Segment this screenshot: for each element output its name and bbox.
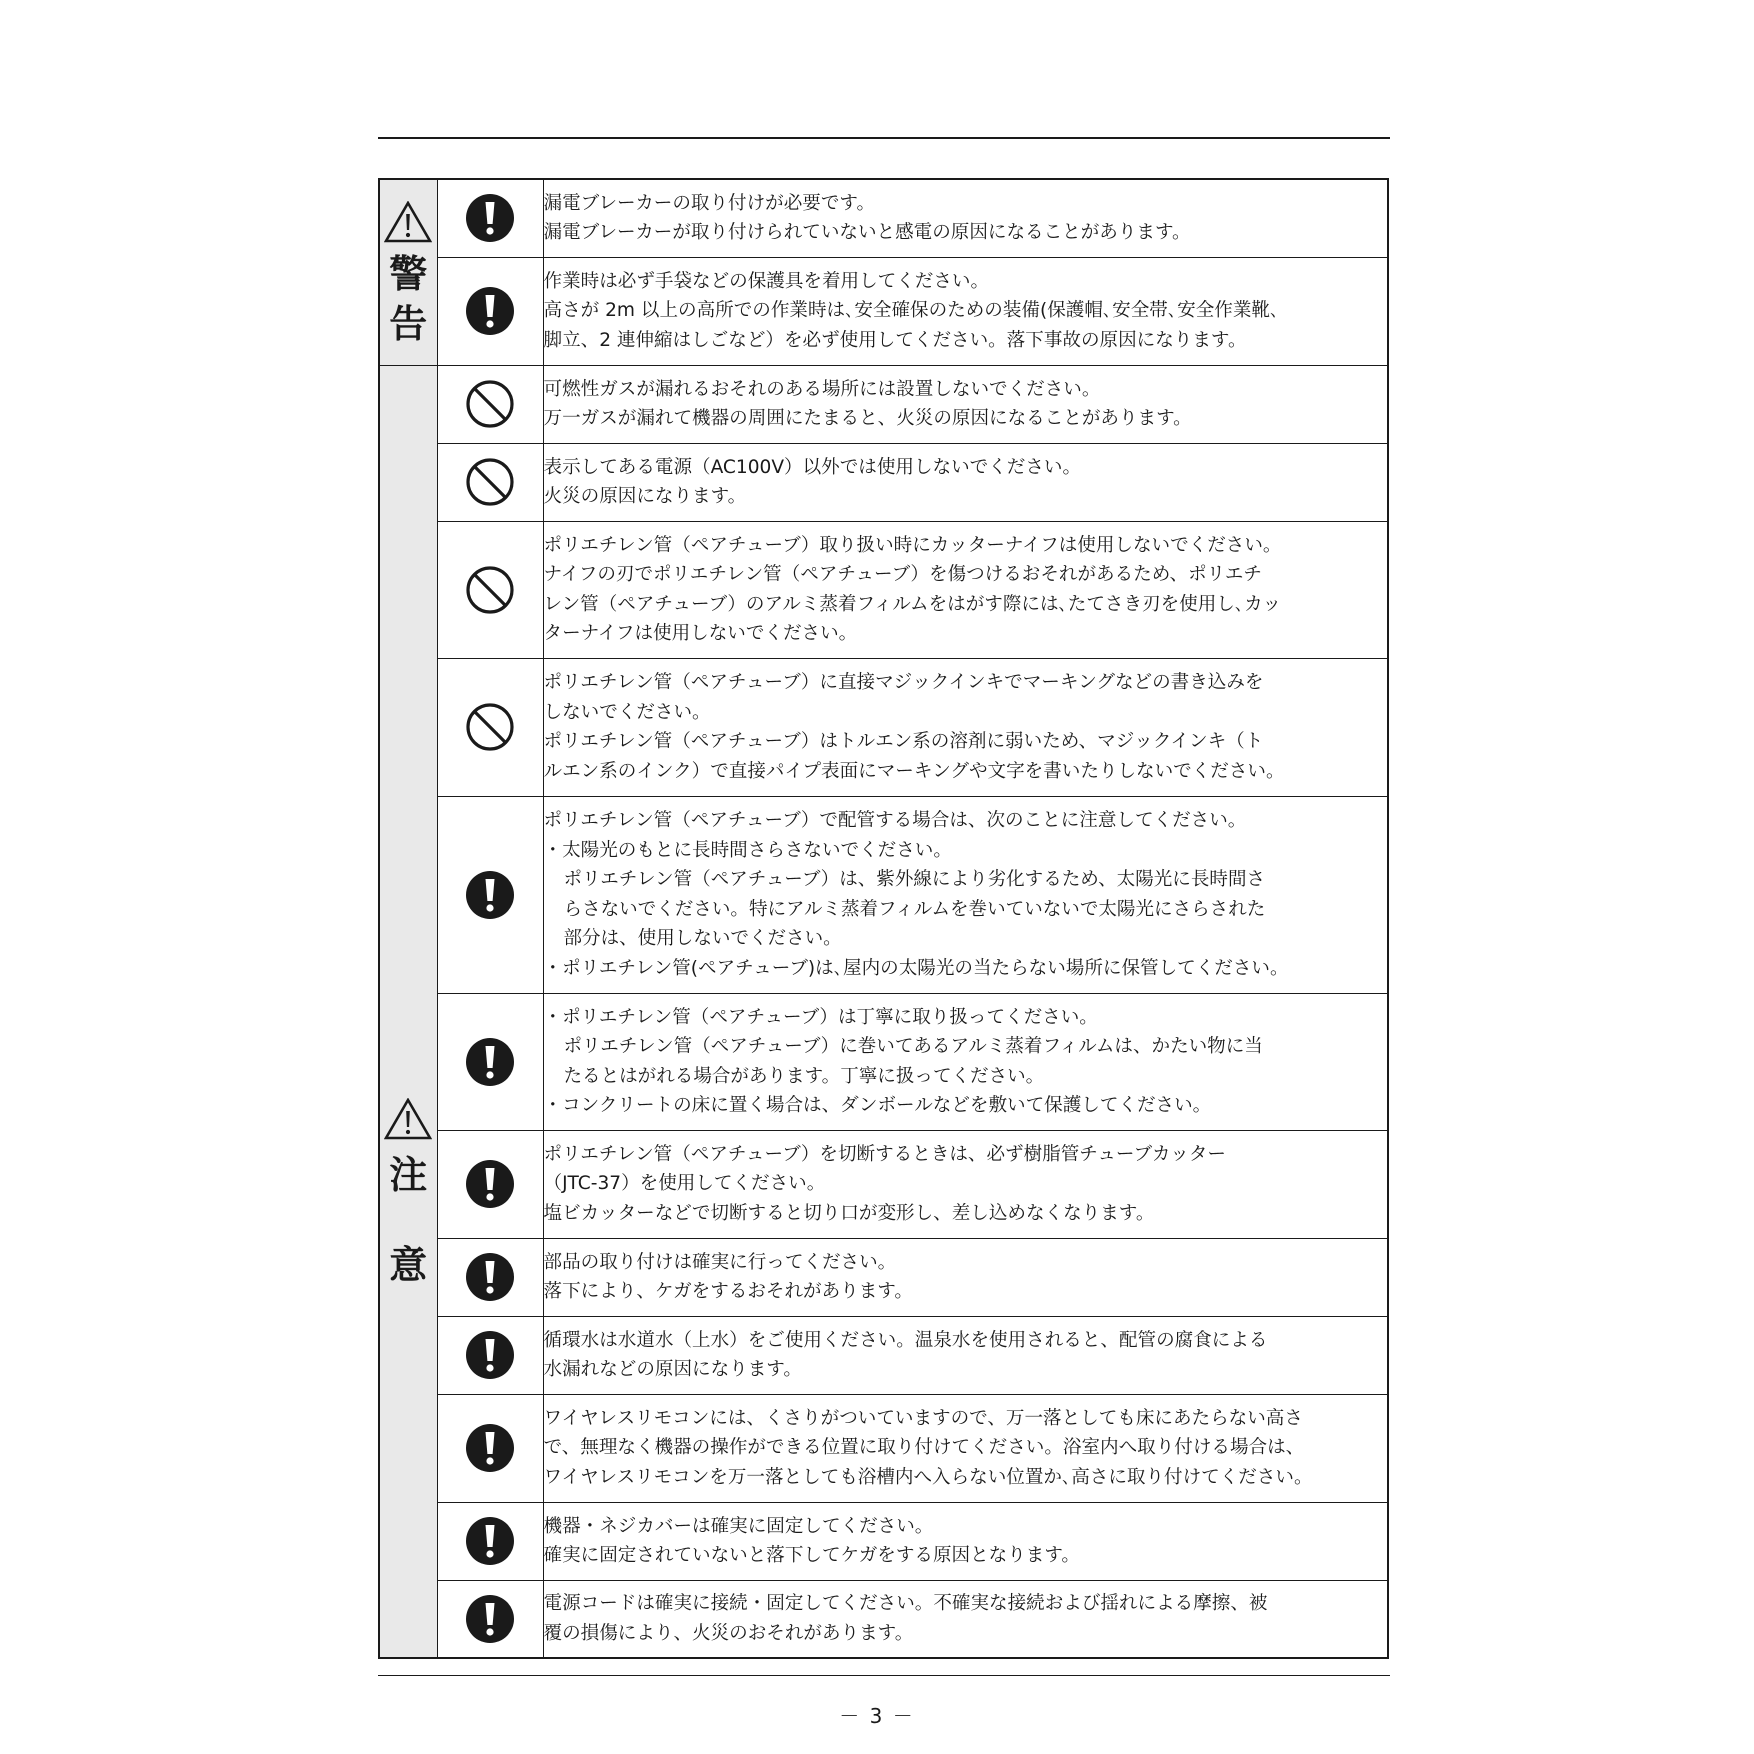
notice-line: 漏電ブレーカーが取り付けられていないと感電の原因になることがあります。 <box>543 222 1191 244</box>
notice-line: 部品の取り付けは確実に行ってください。 <box>543 1251 897 1273</box>
mandatory-exclamation-icon <box>465 1516 515 1566</box>
caution-row <box>379 1580 1388 1658</box>
notice-icon-cell <box>437 179 543 257</box>
notice-icon-cell <box>437 1316 543 1394</box>
page-number: － 3 － <box>839 1704 915 1728</box>
notice-text <box>543 365 1388 443</box>
notice-icon-cell <box>437 796 543 993</box>
notice-line: ポリエチレン管（ペアチューブ）に直接マジックインキでマーキングなどの書き込みを <box>543 672 1264 693</box>
notice-line: 可燃性ガスが漏れるおそれのある場所には設置しないでください。 <box>543 378 1101 400</box>
caution-row <box>379 1502 1388 1580</box>
prohibition-icon <box>465 379 515 429</box>
warning-row <box>379 257 1388 365</box>
caution-row <box>379 1130 1388 1238</box>
notice-line: 漏電ブレーカーの取り付けが必要です。 <box>543 192 876 214</box>
caution-row <box>379 993 1388 1130</box>
notice-icon-cell <box>437 257 543 365</box>
notice-line: ポリエチレン管（ペアチューブ）を切断するときは、必ず樹脂管チューブカッター <box>543 1143 1226 1165</box>
caution-row <box>379 365 1388 443</box>
notice-line: ポリエチレン管（ペアチューブ）取り扱い時にカッターナイフは使用しないでください。 <box>543 534 1282 556</box>
caution-row <box>379 1394 1388 1502</box>
notice-line: 塩ビカッターなどで切断すると切り口が変形し、差し込めなくなります。 <box>543 1202 1155 1224</box>
mandatory-exclamation-icon <box>465 1037 515 1087</box>
mandatory-exclamation-icon <box>465 1330 515 1380</box>
notice-line: 万一ガスが漏れて機器の周囲にたまると、火災の原因になることがあります。 <box>543 408 1192 429</box>
notice-line: たるとはがれる場合があります。丁寧に扱ってください。 <box>563 1065 1045 1087</box>
notice-icon-cell <box>437 521 543 658</box>
caution-row <box>379 1238 1388 1316</box>
notice-line: ポリエチレン管（ペアチューブ）で配管する場合は、次のことに注意してください。 <box>543 810 1247 831</box>
notice-text <box>543 993 1388 1130</box>
notice-icon-cell <box>437 658 543 796</box>
notice-text <box>543 521 1388 658</box>
notice-text <box>543 796 1388 993</box>
caution-label <box>379 365 437 1658</box>
warning-label-char: 警 <box>389 252 428 297</box>
safety-notice-table <box>378 178 1389 1659</box>
notice-line: 火災の原因になります。 <box>543 486 747 507</box>
notice-line: 表示してある電源（AC100V）以外では使用しないでください。 <box>543 456 1082 478</box>
notice-line: で、無理なく機器の操作ができる位置に取り付けてください。浴室内へ取り付ける場合は、 <box>543 1437 1305 1459</box>
notice-text <box>543 658 1388 796</box>
caution-row <box>379 1316 1388 1394</box>
notice-line: 確実に固定されていないと落下してケガをする原因となります。 <box>543 1545 1080 1566</box>
notice-text <box>543 1502 1388 1580</box>
notice-line: ナイフの刃でポリエチレン管（ペアチューブ）を傷つけるおそれがあるため、ポリエチ <box>543 564 1262 585</box>
notice-line: ・コンクリートの床に置く場合は、ダンボールなどを敷いて保護してください。 <box>543 1095 1212 1116</box>
warning-row <box>379 179 1388 257</box>
notice-line: ポリエチレン管（ペアチューブ）はトルエン系の溶剤に弱いため、マジックインキ（ト <box>543 731 1264 752</box>
notice-line: レン管（ペアチューブ）のアルミ蒸着フィルムをはがす際には､たてさき刃を使用し､カッ <box>543 593 1282 615</box>
mandatory-exclamation-icon <box>465 193 515 243</box>
notice-line: ワイヤレスリモコンには、くさりがついていますので、万一落としても床にあたらない高さ <box>543 1407 1303 1429</box>
caution-label-char: 注 <box>389 1153 428 1198</box>
notice-text <box>543 1238 1388 1316</box>
notice-line: 機器・ネジカバーは確実に固定してください。 <box>543 1515 934 1537</box>
mandatory-exclamation-icon <box>465 286 515 336</box>
warning-triangle-icon <box>384 1098 432 1140</box>
notice-text <box>543 1130 1388 1238</box>
notice-icon-cell <box>437 365 543 443</box>
notice-line: 高さが 2m 以上の高所での作業時は､安全確保のための装備(保護帽､安全帯､安全作業靴､ <box>543 300 1280 322</box>
prohibition-icon <box>465 457 515 507</box>
prohibition-icon <box>465 702 515 752</box>
notice-icon-cell <box>437 1238 543 1316</box>
mandatory-exclamation-icon <box>465 1159 515 1209</box>
caution-row <box>379 521 1388 658</box>
warning-label <box>379 179 437 365</box>
mandatory-exclamation-icon <box>465 870 515 920</box>
notice-line: ワイヤレスリモコンを万一落としても浴槽内へ入らない位置か､高さに取り付けてください。 <box>543 1466 1313 1488</box>
warning-triangle-icon <box>384 201 432 243</box>
notice-line: 作業時は必ず手袋などの保護具を着用してください。 <box>543 270 990 292</box>
notice-icon-cell <box>437 1580 543 1658</box>
header-rule <box>378 137 1390 139</box>
notice-line: 電源コードは確実に接続・固定してください。不確実な接続および揺れによる摩擦、被 <box>543 1593 1268 1615</box>
notice-line: 脚立、2 連伸縮はしごなど）を必ず使用してください。落下事故の原因になります。 <box>543 329 1247 351</box>
notice-line: 落下により、ケガをするおそれがあります。 <box>543 1281 913 1302</box>
notice-icon-cell <box>437 443 543 521</box>
notice-icon-cell <box>437 993 543 1130</box>
mandatory-exclamation-icon <box>465 1594 515 1644</box>
notice-text <box>543 179 1388 257</box>
caution-row <box>379 658 1388 796</box>
notice-line: ポリエチレン管（ペアチューブ）に巻いてあるアルミ蒸着フィルムは、かたい物に当 <box>563 1036 1263 1057</box>
notice-text <box>543 1580 1388 1658</box>
notice-line: 部分は、使用しないでください。 <box>563 928 842 949</box>
notice-line: ポリエチレン管（ペアチューブ）は、紫外線により劣化するため、太陽光に長時間さ <box>563 869 1266 890</box>
notice-icon-cell <box>437 1502 543 1580</box>
notice-text <box>543 1394 1388 1502</box>
notice-line: ルエン系のインク）で直接パイプ表面にマーキングや文字を書いたりしないでください。 <box>543 760 1285 782</box>
caution-row <box>379 443 1388 521</box>
notice-text <box>543 257 1388 365</box>
notice-line: 循環水は水道水（上水）をご使用ください。温泉水を使用されると、配管の腐食による <box>543 1329 1268 1351</box>
notice-line: 覆の損傷により、火災のおそれがあります。 <box>543 1622 914 1644</box>
notice-line: ターナイフは使用しないでください。 <box>543 623 858 644</box>
mandatory-exclamation-icon <box>465 1252 515 1302</box>
notice-line: ・ポリエチレン管（ペアチューブ）は丁寧に取り扱ってください。 <box>543 1006 1098 1028</box>
notice-text <box>543 1316 1388 1394</box>
notice-line: 水漏れなどの原因になります。 <box>543 1359 802 1380</box>
caution-row <box>379 796 1388 993</box>
notice-text <box>543 443 1388 521</box>
notice-line: らさないでください。特にアルミ蒸着フィルムを巻いていないで太陽光にさらされた <box>563 898 1266 920</box>
caution-label-char: 意 <box>389 1243 428 1288</box>
notice-line: ・太陽光のもとに長時間さらさないでください。 <box>543 839 952 861</box>
footer-rule <box>378 1675 1390 1676</box>
notice-icon-cell <box>437 1394 543 1502</box>
mandatory-exclamation-icon <box>465 1423 515 1473</box>
warning-label-char: 告 <box>389 302 428 347</box>
notice-line: ・ポリエチレン管(ペアチューブ)は､屋内の太陽光の当たらない場所に保管してください。 <box>543 957 1289 979</box>
notice-line: しないでください。 <box>543 701 711 723</box>
notice-line: （JTC-37）を使用してください。 <box>543 1173 826 1195</box>
prohibition-icon <box>465 565 515 615</box>
notice-icon-cell <box>437 1130 543 1238</box>
